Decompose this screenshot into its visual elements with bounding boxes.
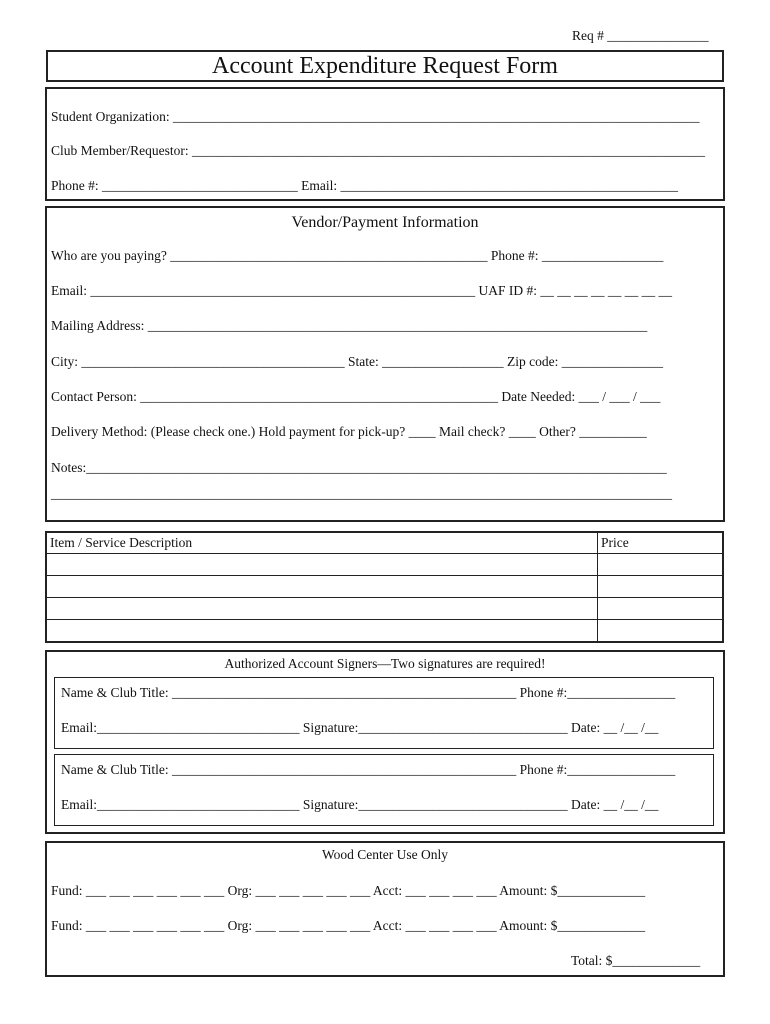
form-title: Account Expenditure Request Form: [46, 50, 724, 82]
table-row: [46, 576, 723, 598]
table-row: [46, 554, 723, 576]
who-are-you-paying-field[interactable]: Who are you paying? _______________________________________________ Phone #: __________________: [51, 248, 664, 263]
price-cell[interactable]: [598, 576, 724, 598]
club-member-requestor-field[interactable]: Club Member/Requestor: ____________________________________________________________________________: [51, 143, 705, 158]
signer-2-name-phone-field[interactable]: Name & Club Title: ___________________________________________________ Phone #:________________: [61, 762, 676, 777]
fund-org-acct-row-2[interactable]: Fund: ___ ___ ___ ___ ___ ___ Org: ___ ___ ___ ___ ___ Acct: ___ ___ ___ ___ Amount: $_____________: [51, 918, 646, 933]
price-cell[interactable]: [598, 598, 724, 620]
mailing-address-field[interactable]: Mailing Address: __________________________________________________________________________: [51, 318, 648, 333]
items-table-header: [46, 532, 723, 554]
item-description-cell[interactable]: [46, 576, 598, 598]
items-table: [45, 531, 724, 643]
total-field[interactable]: Total: $_____________: [571, 953, 701, 968]
table-row: [46, 598, 723, 620]
city-state-zip-field[interactable]: City: _______________________________________ State: __________________ Zip code: _______________: [51, 354, 663, 369]
price-header: Price: [598, 532, 724, 554]
price-cell[interactable]: [598, 620, 724, 643]
table-row: [46, 620, 723, 643]
notes-field[interactable]: Notes:______________________________________________________________________________________: [51, 460, 667, 475]
student-organization-field[interactable]: Student Organization: ______________________________________________________________________________: [51, 109, 700, 124]
wood-center-heading: Wood Center Use Only: [321, 847, 448, 862]
item-description-cell[interactable]: [46, 620, 598, 643]
notes-continuation-field[interactable]: ____________________________________________________________________________________________: [51, 486, 672, 501]
signer-2-email-signature-field[interactable]: Email:______________________________ Signature:_______________________________ Date: __ /__ /__: [61, 797, 659, 812]
vendor-section-heading: Vendor/Payment Information: [291, 214, 479, 231]
phone-email-field[interactable]: Phone #: _____________________________ Email: __________________________________________________: [51, 178, 678, 193]
item-description-cell[interactable]: [46, 598, 598, 620]
signer-1-name-phone-field[interactable]: Name & Club Title: ___________________________________________________ Phone #:________________: [61, 685, 676, 700]
request-number-field[interactable]: Req # _______________: [572, 28, 709, 43]
delivery-method-field[interactable]: Delivery Method: (Please check one.) Hold payment for pick-up? ____ Mail check? ____ Other? __________: [51, 424, 647, 439]
fund-org-acct-row-1[interactable]: Fund: ___ ___ ___ ___ ___ ___ Org: ___ ___ ___ ___ ___ Acct: ___ ___ ___ ___ Amount: $_____________: [51, 883, 646, 898]
item-description-cell[interactable]: [46, 554, 598, 576]
signers-heading: Authorized Account Signers—Two signatures are required!: [224, 656, 546, 671]
vendor-email-uaf-field[interactable]: Email: _________________________________________________________ UAF ID #: __ __ __ __ __ __ __ __: [51, 283, 672, 298]
signer-1-email-signature-field[interactable]: Email:______________________________ Signature:_______________________________ Date: __ /__ /__: [61, 720, 659, 735]
contact-date-needed-field[interactable]: Contact Person: _____________________________________________________ Date Needed: ___ / ___ / ___: [51, 389, 661, 404]
item-description-header: Item / Service Description: [46, 532, 598, 554]
price-cell[interactable]: [598, 554, 724, 576]
